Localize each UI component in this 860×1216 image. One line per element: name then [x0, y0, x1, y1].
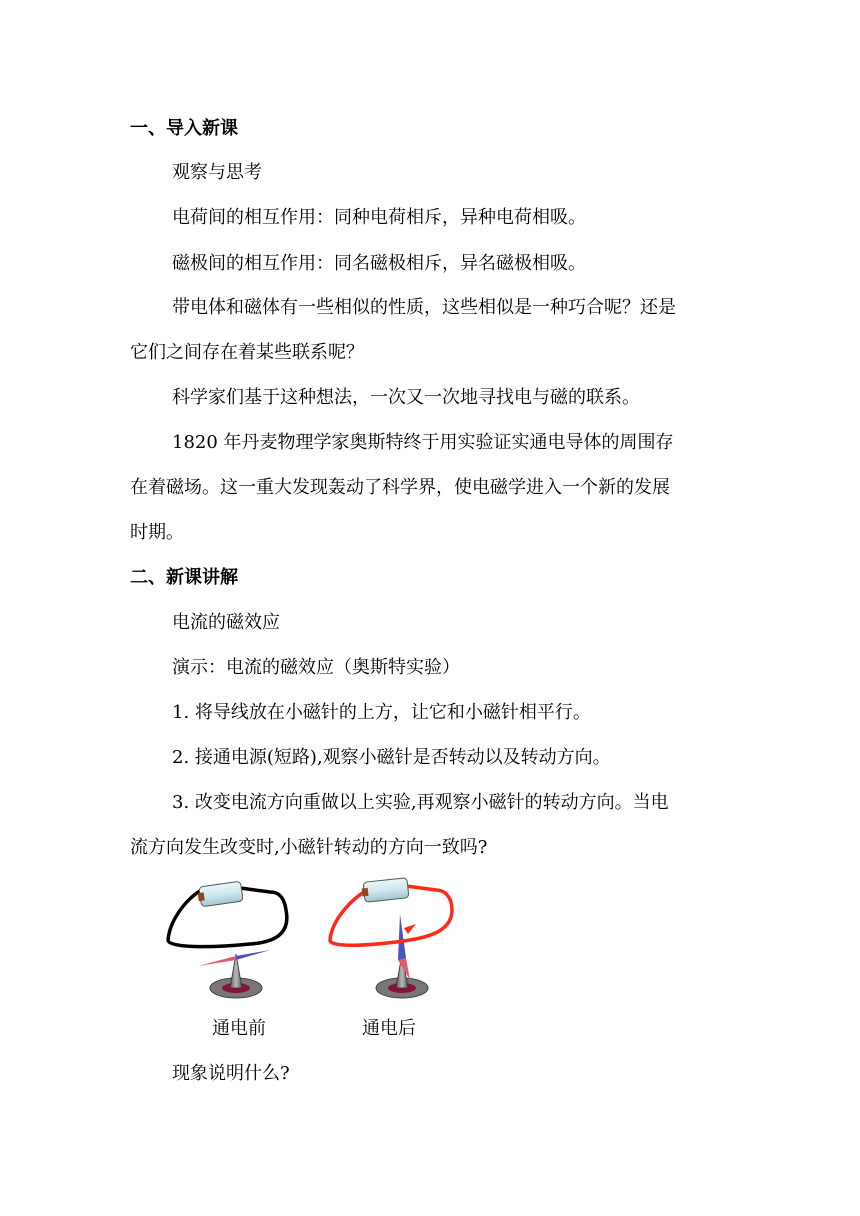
- needle-red-before: [198, 956, 236, 966]
- caption-after: 通电后: [362, 1018, 416, 1039]
- battery-before: [198, 881, 244, 907]
- paragraph-oersted-line2: 在着磁场。这一重大发现轰动了科学界，使电磁学进入一个新的发展: [130, 477, 670, 498]
- battery-after: [362, 878, 409, 902]
- paragraph-demo: 演示：电流的磁效应（奥斯特实验）: [172, 657, 460, 678]
- oersted-experiment-figure: [160, 870, 480, 1010]
- needle-blue-before: [236, 950, 270, 960]
- current-arrow-icon: [404, 924, 416, 934]
- step-3-line1: 3. 改变电流方向重做以上实验,再观察小磁针的转动方向。当电: [172, 792, 669, 813]
- paragraph-observe: 观察与思考: [172, 162, 262, 183]
- section-heading-intro: 一、导入新课: [130, 118, 238, 139]
- paragraph-oersted-line3: 时期。: [130, 522, 184, 543]
- paragraph-charge-interaction: 电荷间的相互作用：同种电荷相斥，异种电荷相吸。: [172, 207, 586, 228]
- caption-before: 通电前: [212, 1018, 266, 1039]
- step-1: 1. 将导线放在小磁针的上方，让它和小磁针相平行。: [172, 702, 591, 723]
- paragraph-magnetic-effect: 电流的磁效应: [172, 612, 280, 633]
- paragraph-question-line1: 带电体和磁体有一些相似的性质，这些相似是一种巧合呢？还是: [172, 297, 676, 318]
- needle-blue-after: [398, 914, 406, 960]
- paragraph-question-line2: 它们之间存在着某些联系呢？: [130, 342, 364, 363]
- step-3-line2: 流方向发生改变时,小磁针转动的方向一致吗?: [130, 837, 488, 858]
- compass-after: [376, 914, 428, 998]
- step-2: 2. 接通电源(短路),观察小磁针是否转动以及转动方向。: [172, 747, 611, 768]
- section-heading-new-lesson: 二、新课讲解: [130, 567, 238, 588]
- paragraph-conclusion-question: 现象说明什么?: [172, 1063, 290, 1084]
- paragraph-oersted-line1: 1820 年丹麦物理学家奥斯特终于用实验证实通电导体的周围存: [172, 432, 674, 453]
- paragraph-pole-interaction: 磁极间的相互作用：同名磁极相斥，异名磁极相吸。: [172, 253, 586, 274]
- compass-before: [198, 950, 270, 998]
- paragraph-scientists: 科学家们基于这种想法，一次又一次地寻找电与磁的联系。: [172, 387, 640, 408]
- oersted-diagram: [160, 870, 480, 1010]
